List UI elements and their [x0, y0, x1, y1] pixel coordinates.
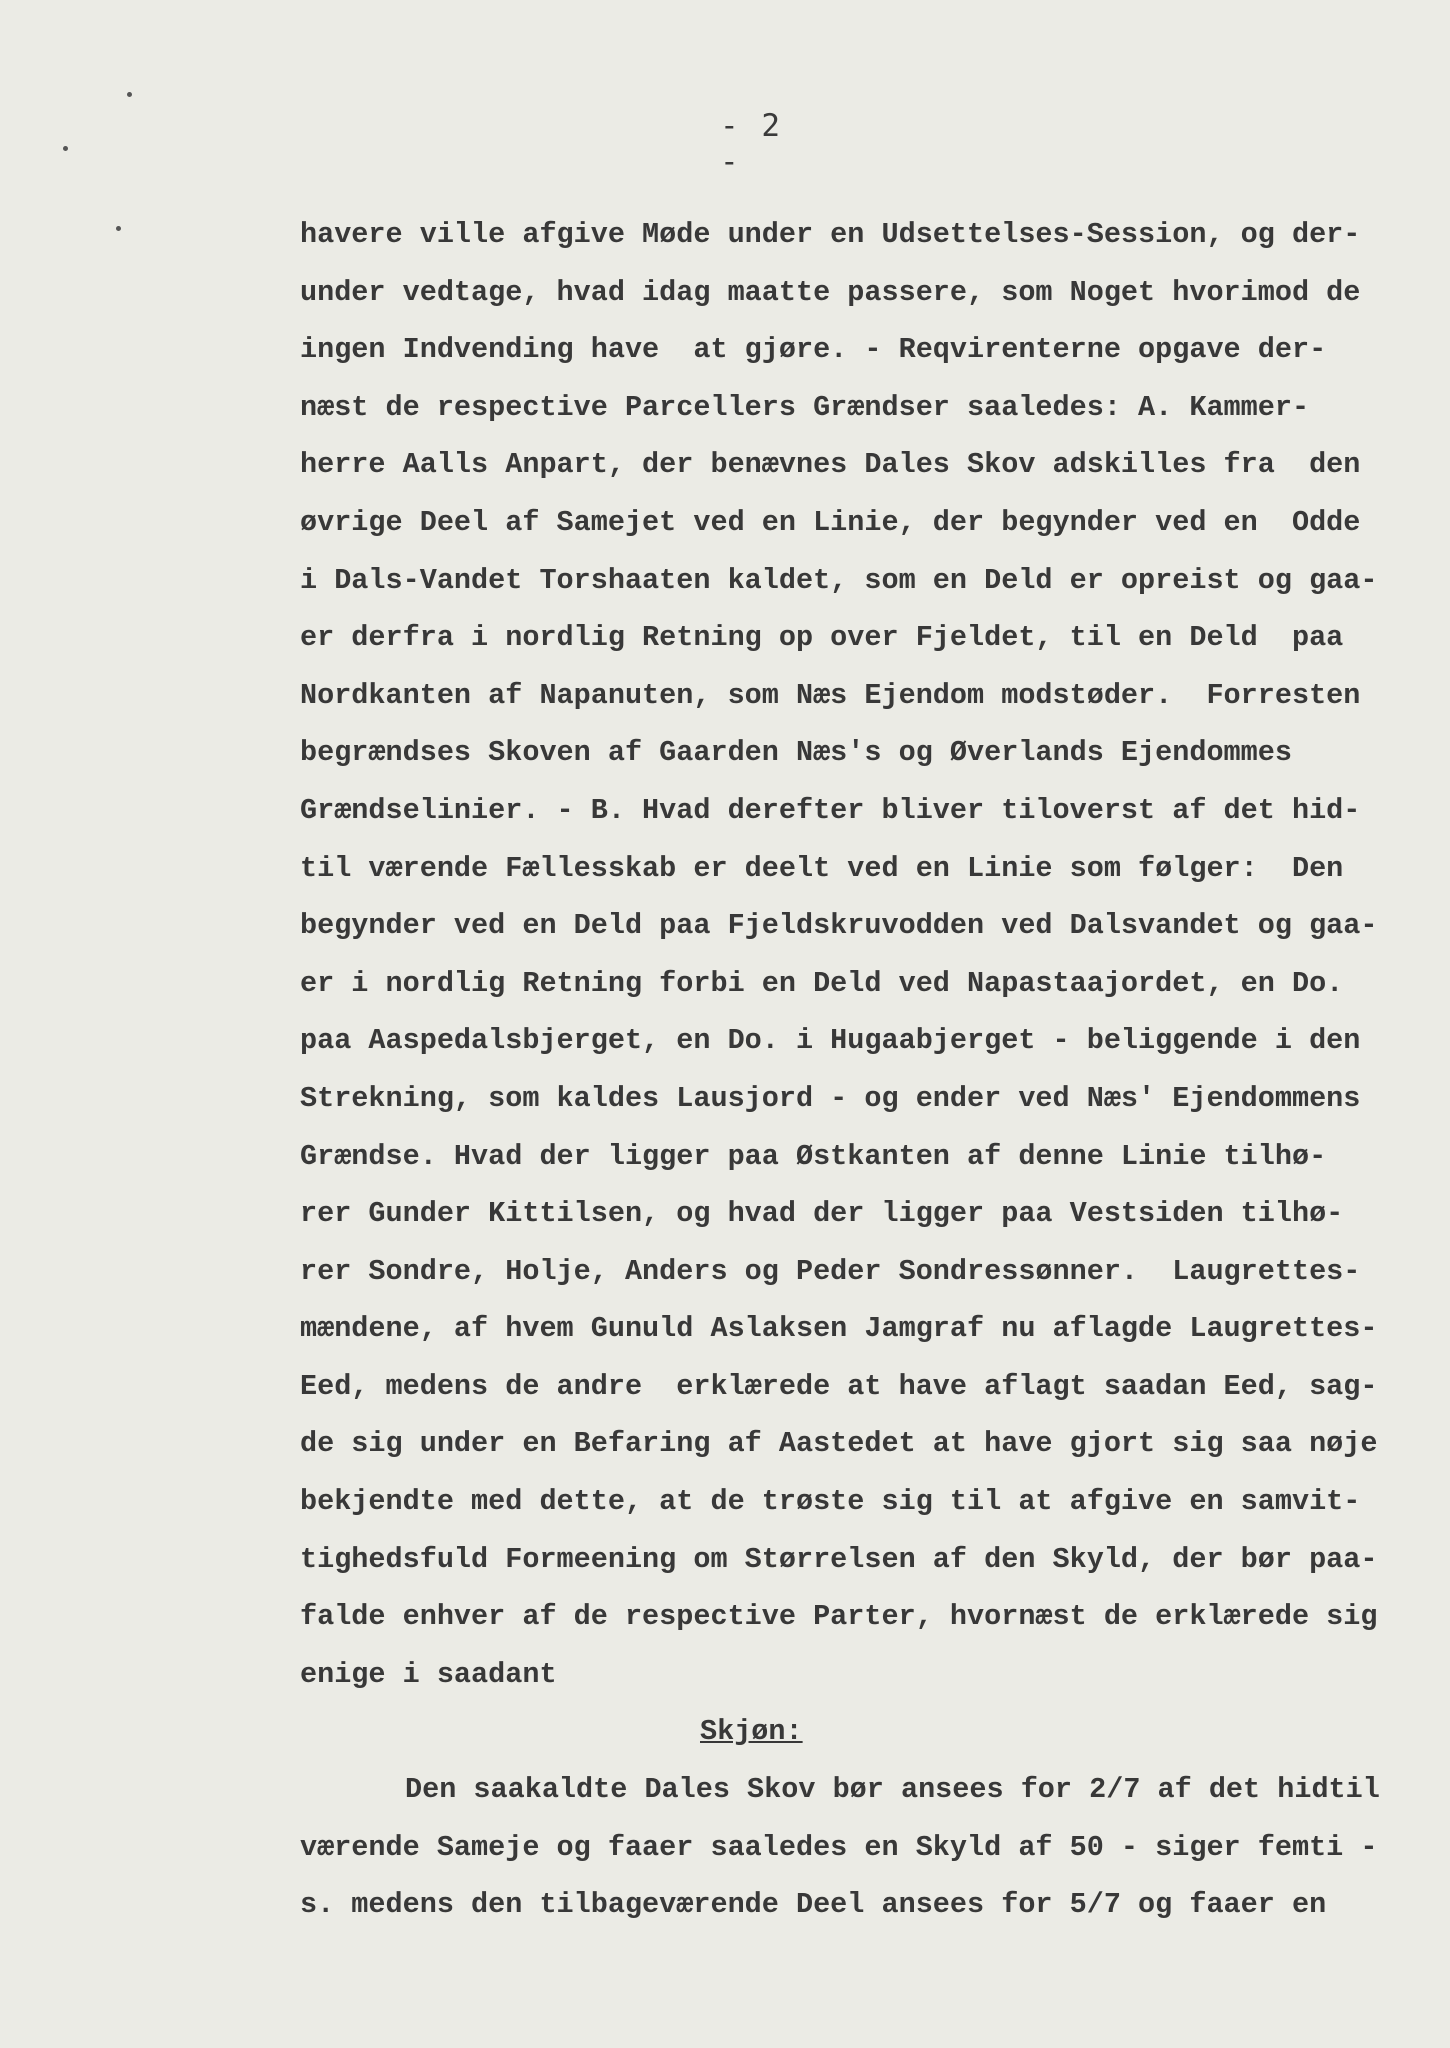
- text-line: ingen Indvending have at gjøre. - Reqvirenterne opgave der-: [300, 333, 1327, 367]
- text-line: Nordkanten af Napanuten, som Næs Ejendom modstøder. Forresten: [300, 678, 1361, 712]
- text-line: havere ville afgive Møde under en Udsettelses-Session, og der-: [300, 218, 1361, 251]
- section-heading: Skjøn:: [700, 1715, 803, 1749]
- margin-mark: [63, 146, 68, 151]
- text-line: værende Sameje og faaer saaledes en Skyld af 50 - siger femti -: [300, 1830, 1378, 1864]
- text-line: Grændselinier. - B. Hvad derefter bliver tiloverst af det hid-: [300, 793, 1361, 827]
- text-line: Den saakaldte Dales Skov bør ansees for 2/7 af det hidtil: [405, 1773, 1380, 1807]
- text-line: Eed, medens de andre erklærede at have aflagt saadan Eed, sag-: [300, 1369, 1378, 1403]
- text-line: s. medens den tilbageværende Deel ansees for 5/7 og faaer en: [300, 1888, 1327, 1922]
- text-line: Strekning, som kaldes Lausjord - og ender ved Næs' Ejendommens: [300, 1081, 1361, 1115]
- text-line: de sig under en Befaring af Aastedet at have gjort sig saa nøje: [300, 1427, 1378, 1461]
- text-line: er derfra i nordlig Retning op over Fjeldet, til en Deld paa: [300, 621, 1344, 655]
- text-line: næst de respective Parcellers Grændser saaledes: A. Kammer-: [300, 390, 1310, 424]
- text-line: til værende Fællesskab er deelt ved en Linie som følger: Den: [300, 851, 1344, 885]
- text-line: i Dals-Vandet Torshaaten kaldet, som en Deld er opreist og gaa-: [300, 563, 1378, 597]
- text-line: falde enhver af de respective Parter, hvornæst de erklærede sig: [300, 1600, 1378, 1634]
- text-line: begynder ved en Deld paa Fjeldskruvodden ved Dalsvandet og gaa-: [300, 909, 1378, 943]
- text-line: begrændses Skoven af Gaarden Næs's og Øverlands Ejendommes: [300, 736, 1292, 770]
- text-line: øvrige Deel af Samejet ved en Linie, der begynder ved en Odde: [300, 505, 1361, 539]
- text-line: mændene, af hvem Gunuld Aslaksen Jamgraf nu aflagde Laugrettes-: [300, 1312, 1378, 1346]
- text-line: Grændse. Hvad der ligger paa Østkanten af denne Linie tilhø-: [300, 1139, 1327, 1173]
- text-line: enige i saadant: [300, 1657, 557, 1691]
- text-line: er i nordlig Retning forbi en Deld ved Napastaajordet, en Do.: [300, 966, 1344, 1000]
- text-line: rer Sondre, Holje, Anders og Peder Sondressønner. Laugrettes-: [300, 1254, 1361, 1288]
- text-line: paa Aaspedalsbjerget, en Do. i Hugaabjerget - beliggende i den: [300, 1024, 1361, 1058]
- text-line: under vedtage, hvad idag maatte passere, som Noget hvorimod de: [300, 275, 1361, 309]
- text-line: tighedsfuld Formeening om Størrelsen af den Skyld, der bør paa-: [300, 1542, 1378, 1576]
- body-text: [300, 206, 1410, 1934]
- text-line: herre Aalls Anpart, der benævnes Dales Skov adskilles fra den: [300, 448, 1361, 482]
- text-line: rer Gunder Kittilsen, og hvad der ligger paa Vestsiden tilhø-: [300, 1197, 1344, 1231]
- page-number: - 2 -: [720, 108, 782, 180]
- margin-mark: [127, 92, 132, 97]
- text-line: bekjendte med dette, at de trøste sig til at afgive en samvit-: [300, 1485, 1361, 1519]
- margin-mark: [116, 226, 121, 231]
